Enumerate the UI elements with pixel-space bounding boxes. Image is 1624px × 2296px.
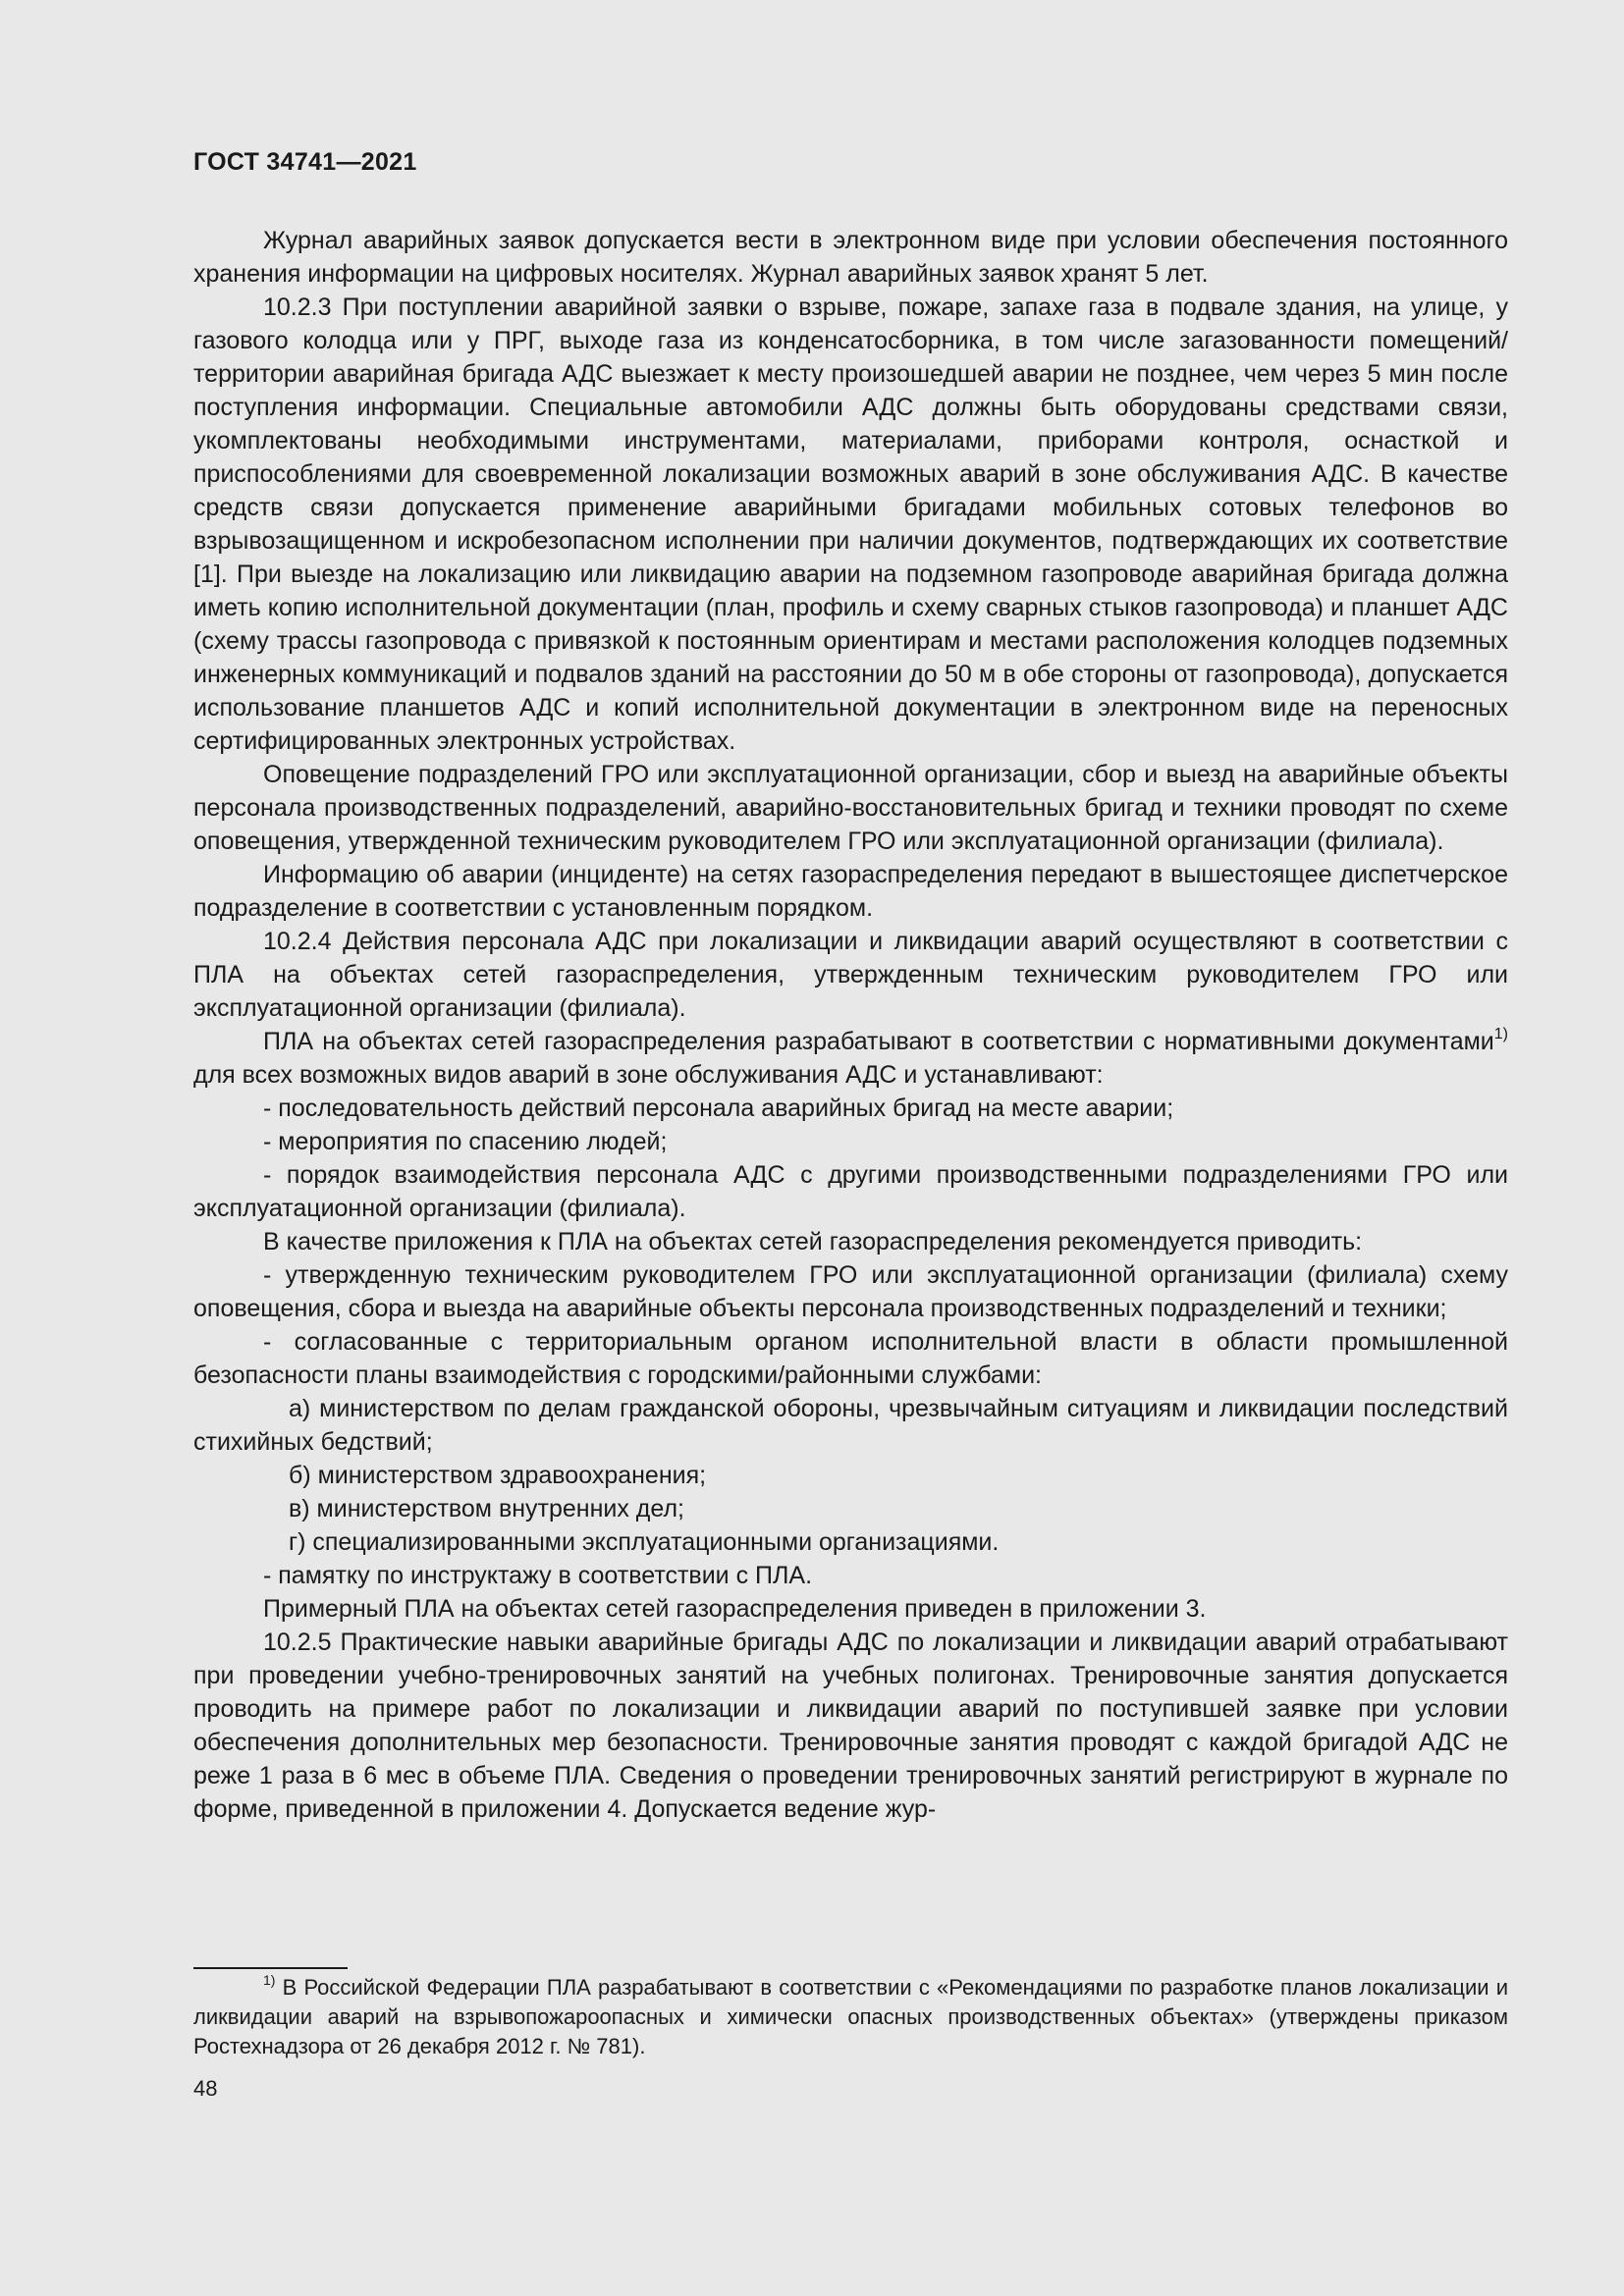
paragraph-sample-pla: Примерный ПЛА на объектах сетей газораспределения приведен в приложении 3.	[263, 1595, 1207, 1623]
sublist-item: б) министерством здравоохранения;	[289, 1462, 707, 1489]
main-text	[193, 224, 1508, 1826]
sublist-item: в) министерством внутренних дел;	[289, 1495, 685, 1522]
paragraph-journal: Журнал аварийных заявок допускается вести в электронном виде при условии обеспечения постоянного хранения информации на цифровых носителях. Журнал аварийных заявок хранят 5 лет.	[193, 227, 1508, 288]
document-header: ГОСТ 34741—2021	[193, 148, 417, 176]
list-item: - порядок взаимодействия персонала АДС с другими производственными подразделениями ГРО или эксплуатационной организации (филиала).	[193, 1161, 1508, 1222]
footnote	[193, 1973, 1508, 2061]
list-item: - согласованные с территориальным органом исполнительной власти в области промышленной безопасности планы взаимодействия с городскими/районными службами:	[193, 1328, 1508, 1389]
pla-text-before: ПЛА на объектах сетей газораспределения разрабатывают в соответствии с нормативными документами	[263, 1028, 1494, 1055]
page-number: 48	[193, 2076, 218, 2101]
footnote-text: В Российской Федерации ПЛА разрабатывают в соответствии с «Рекомендациями по разработке планов локализации и ликвидации аварий на взрывопожароопасных и химически опасных производственных объектах» (утверждены приказом Ростехнадзора от 26 декабря 2012 г. № 781).	[193, 1975, 1508, 2058]
pla-text-after: для всех возможных видов аварий в зоне обслуживания АДС и устанавливают:	[193, 1061, 1104, 1089]
list-item: - утвержденную техническим руководителем ГРО или эксплуатационной организации (филиала) схему оповещения, сбора и выезда на аварийные объекты персонала производственных подразделений и техники;	[193, 1261, 1508, 1322]
paragraph-10-2-5: 10.2.5 Практические навыки аварийные бригады АДС по локализации и ликвидации аварий отрабатывают при проведении учебно-тренировочных занятий на учебных полигонах. Тренировочные занятия допускается проводить на примере работ по локализации и ликвидации аварий по поступившей заявке при условии обеспечения дополнительных мер безопасности. Тренировочные занятия проводят с каждой бригадой АДС не реже 1 раза в 6 мес в объеме ПЛА. Сведения о проведении тренировочных занятий регистрируют в журнале по форме, приведенной в приложении 4. Допускается ведение жур-	[193, 1629, 1508, 1823]
paragraph-pla	[193, 1025, 1508, 1092]
footnote-reference: 1)	[1493, 1026, 1508, 1042]
paragraph-notification: Оповещение подразделений ГРО или эксплуатационной организации, сбор и выезд на аварийные объекты персонала производственных подразделений, аварийно-восстановительных бригад и техники проводят по схеме оповещения, утвержденной техническим руководителем ГРО или эксплуатационной организации (филиала).	[193, 761, 1508, 855]
sublist-item: г) специализированными эксплуатационными организациями.	[289, 1528, 1000, 1556]
list-item: - мероприятия по спасению людей;	[263, 1128, 668, 1155]
paragraph-appendix-intro: В качестве приложения к ПЛА на объектах сетей газораспределения рекомендуется приводить:	[263, 1228, 1363, 1255]
footnote-marker: 1)	[263, 1972, 276, 1988]
list-item: - памятку по инструктажу в соответствии с ПЛА.	[263, 1562, 813, 1589]
list-item: - последовательность действий персонала аварийных бригад на месте аварии;	[263, 1095, 1174, 1122]
sublist-item: а) министерством по делам гражданской обороны, чрезвычайным ситуациям и ликвидации последствий стихийных бедствий;	[193, 1395, 1508, 1456]
paragraph-accident-info: Информацию об аварии (инциденте) на сетях газораспределения передают в вышестоящее диспетчерское подразделение в соответствии с установленным порядком.	[193, 861, 1508, 922]
paragraph-10-2-4: 10.2.4 Действия персонала АДС при локализации и ликвидации аварий осуществляют в соответствии с ПЛА на объектах сетей газораспределения, утвержденным техническим руководителем ГРО или эксплуатационной организации (филиала).	[193, 928, 1508, 1022]
footnote-divider	[193, 1967, 348, 1969]
paragraph-10-2-3: 10.2.3 При поступлении аварийной заявки о взрыве, пожаре, запахе газа в подвале здания, на улице, у газового колодца или у ПРГ, выходе газа из конденсатосборника, в том числе загазованности помещений/территории аварийная бригада АДС выезжает к месту произошедшей аварии не позднее, чем через 5 мин после поступления информации. Специальные автомобили АДС должны быть оборудованы средствами связи, укомплектованы необходимыми инструментами, материалами, приборами контроля, оснасткой и приспособлениями для своевременной локализации возможных аварий в зоне обслуживания АДС. В качестве средств связи допускается применение аварийными бригадами мобильных сотовых телефонов во взрывозащищенном и искробезопасном исполнении при наличии документов, подтверждающих их соответствие [1]. При выезде на локализацию или ликвидацию аварии на подземном газопроводе аварийная бригада должна иметь копию исполнительной документации (план, профиль и схему сварных стыков газопровода) и планшет АДС (схему трассы газопровода с привязкой к постоянным ориентирам и местами расположения колодцев подземных инженерных коммуникаций и подвалов зданий на расстоянии до 50 м в обе стороны от газопровода), допускается использование планшетов АДС и копий исполнительной документации в электронном виде на переносных сертифицированных электронных устройствах.	[193, 294, 1508, 755]
